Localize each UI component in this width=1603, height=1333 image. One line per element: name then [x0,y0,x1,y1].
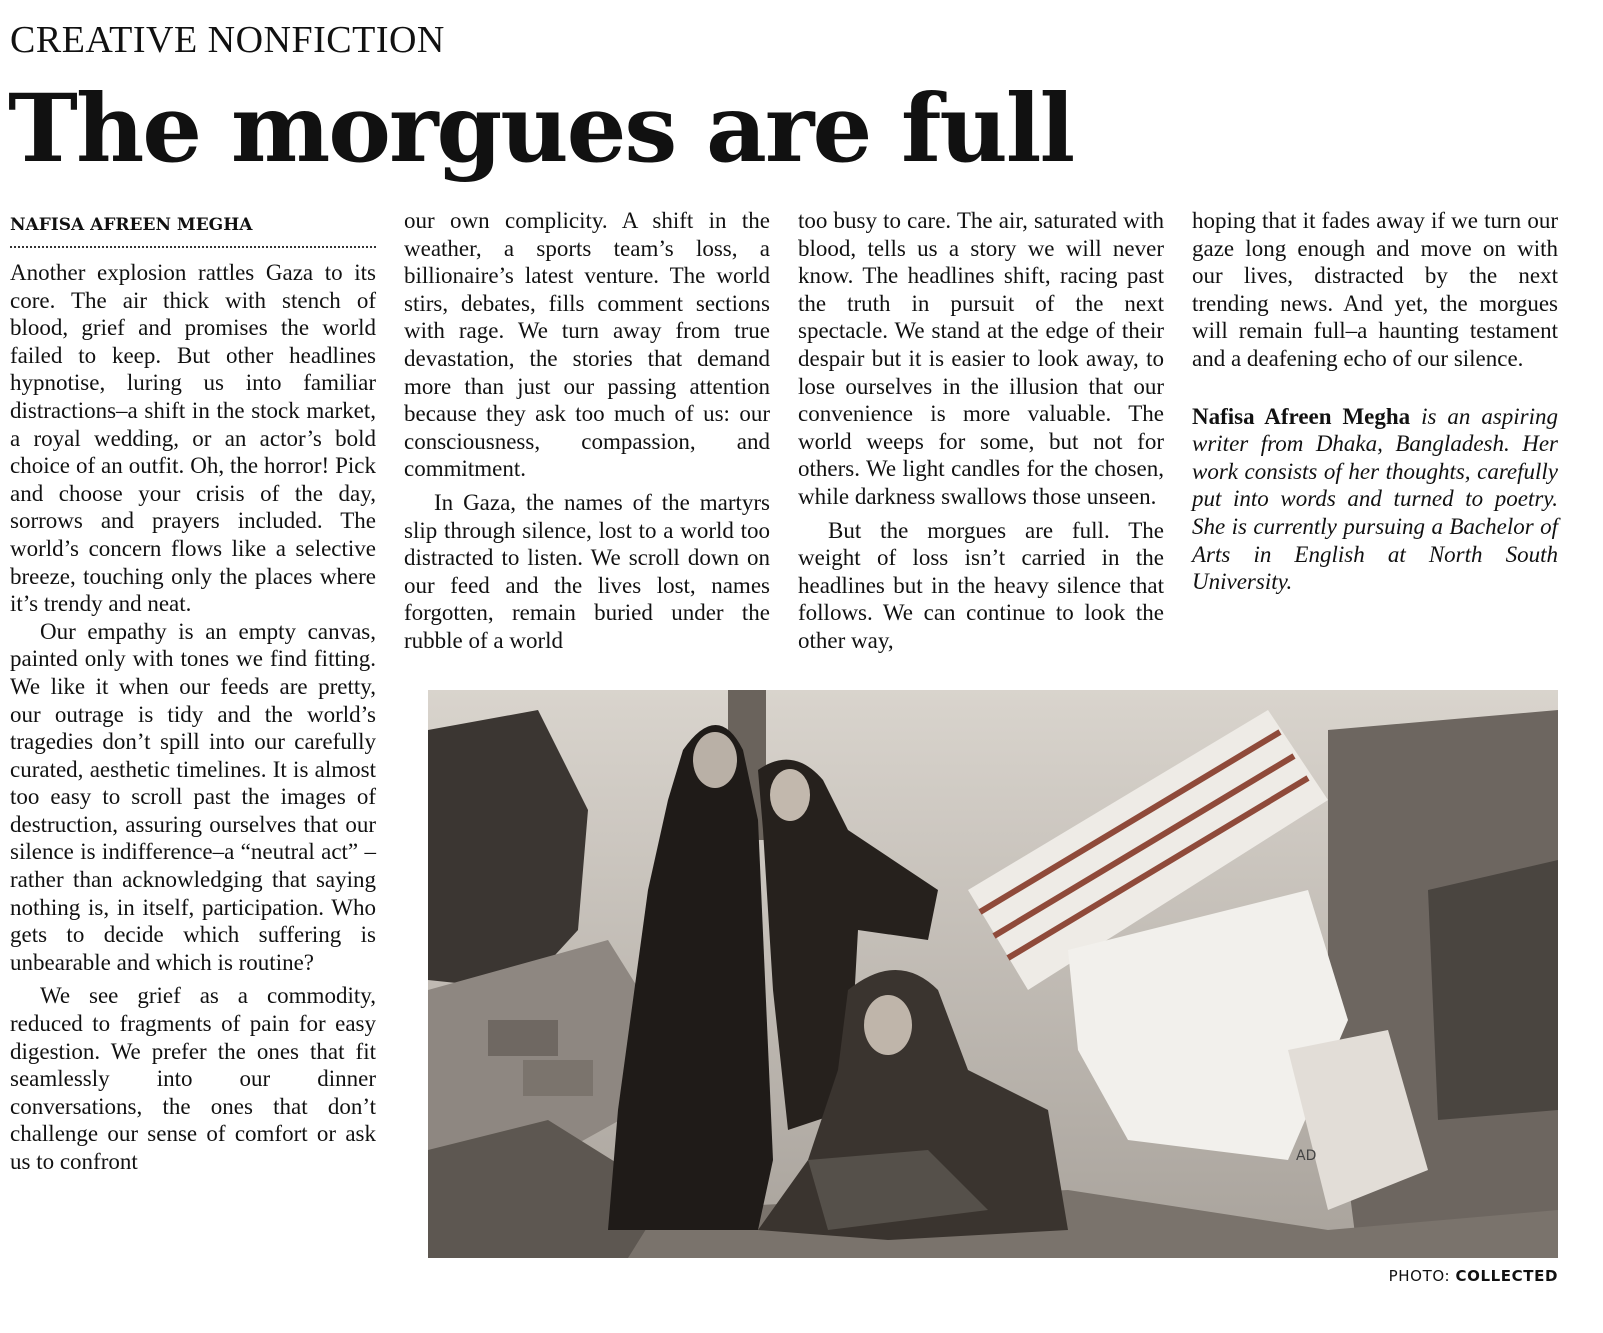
article-headline: The morgues are full [8,74,1074,184]
photo-credit [1389,1266,1558,1286]
article-column-4 [1192,207,1558,596]
section-kicker: CREATIVE NONFICTION [10,19,445,61]
cinder-block [488,1020,558,1056]
byline: NAFISA AFREEN MEGHA [10,212,376,248]
article-column-1 [10,259,376,1176]
paragraph-4-end: too busy to care. The air, saturated with blood, tells us a story we will never know. The headlines shift, racing past the truth in pursuit of the next spectacle. We stand at the edge of their despair but it is easier to look away, to lose ourselves in the illusion that our convenience is more valuable. The world weeps for some, but not for others. We light candles for the chosen, while darkness swallows those unseen. [798,208,1164,509]
photo-illustration [428,690,1558,1258]
author-bio [1192,403,1558,596]
paragraph-2: Our empathy is an empty canvas, painted only with tones we find fitting. We like it when our feeds are pretty, our outrage is tidy and the world’s tragedies don’t spill into our carefully curated, aesthetic timelines. It is almost too easy to scroll past the images of destruction, assuring ourselves that our silence is indifference–a “neutral act” –rather than acknowledging that saying nothing is, in itself, participation. Who gets to decide which suffering is unbearable and which is routine? [10,618,376,975]
cinder-block [523,1060,593,1096]
paragraph-3-end: our own complicity. A shift in the weather, a sports team’s loss, a billionaire’s latest venture. The world stirs, debates, fills comment sections with rage. We turn away from true devastation, the stories that demand more than just our passing attention because they ask too much of us: our consciousness, compassion, and commitment. [404,208,770,482]
sack-label: AD [1296,1148,1317,1164]
paragraph-3-start: We see grief as a commodity, reduced to fragments of pain for easy digestion. We prefer the ones that fit seamlessly into our dinner conversations, the ones that don’t challenge our sense of comfort or ask us to confront [10,983,376,1174]
photo-credit-label: PHOTO: [1388,1267,1451,1285]
author-bio-text: is an aspiring writer from Dhaka, Bangladesh. Her work consists of her thoughts, carefully put into words and turned to poetry. She is currently pursuing a Bachelor of Arts in English at North South University. [1192,403,1558,595]
article-photo [428,690,1558,1258]
paragraph-4-start: In Gaza, the names of the martyrs slip through silence, lost to a world too distracted to listen. We scroll down on our feed and the lives lost, names forgotten, remain buried under the rubble of a world [404,489,770,653]
article-column-3 [798,207,1164,655]
author-bio-name: Nafisa Afreen Megha [1192,403,1411,429]
paragraph-1: Another explosion rattles Gaza to its core. The air thick with stench of blood, grief and promises the world failed to keep. But other headlines hypnotise, luring us into familiar distractions–a shift in the stock market, a royal wedding, or an actor’s bold choice of an outfit. Oh, the horror! Pick and choose your crisis of the day, sorrows and prayers included. The world’s concern flows like a selective breeze, touching only the places where it’s trendy and neat. [10,260,376,617]
article-column-2 [404,207,770,655]
photo-credit-value: COLLECTED [1455,1267,1558,1285]
wall-opening [1428,860,1558,1120]
paragraph-5-end: hoping that it fades away if we turn our gaze long enough and move on with our lives, distracted by the next trending news. And yet, the morgues will remain full–a haunting testament and a deafening echo of our silence. [1192,208,1558,371]
paragraph-5-start: But the morgues are full. The weight of loss isn’t carried in the headlines but in the heavy silence that follows. We can continue to look the other way, [798,517,1164,653]
